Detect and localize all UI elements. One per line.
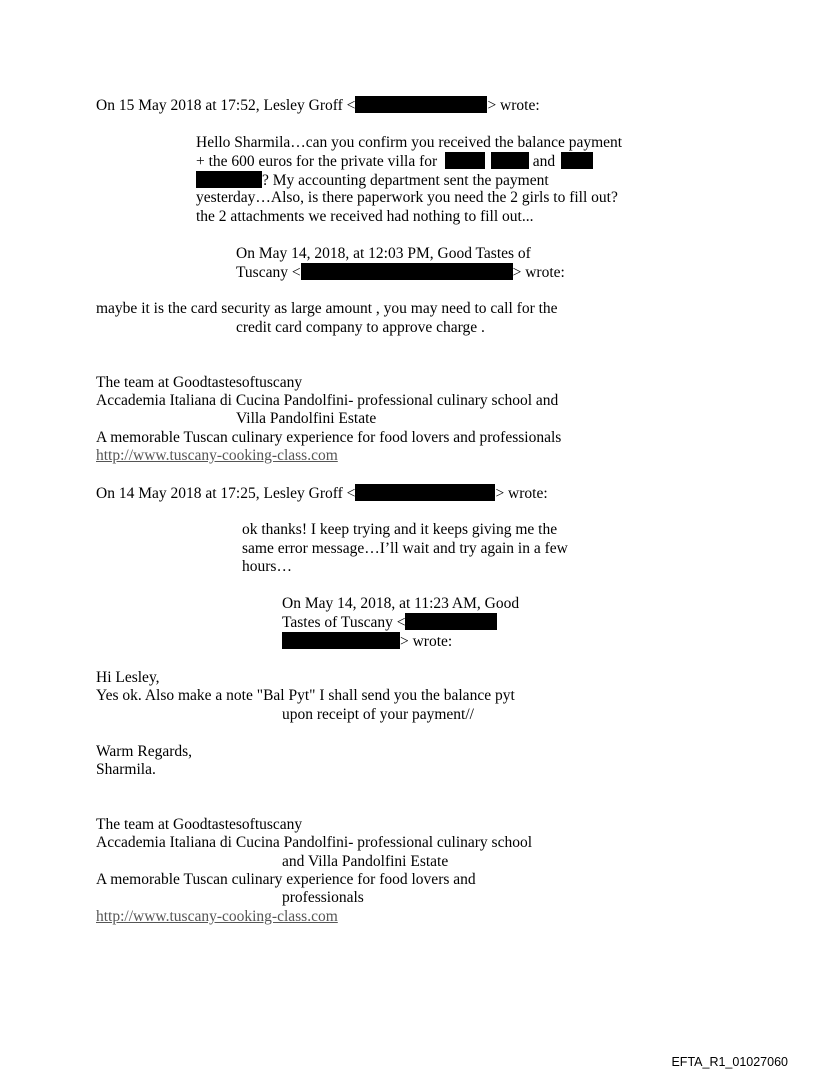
email-header-4-line-3 — [282, 632, 452, 652]
redaction-box — [561, 152, 593, 169]
redaction-box — [491, 152, 529, 169]
redaction-box — [282, 632, 400, 649]
header-3-suffix: > wrote: — [495, 485, 548, 502]
sig2-line-1: Accademia Italiana di Cucina Pandolfini- professional culinary school — [96, 834, 533, 851]
sig2-line-4: professionals — [282, 889, 364, 906]
document-id: EFTA_R1_01027060 — [671, 1055, 788, 1069]
email-header-2-line-1: On May 14, 2018, at 12:03 PM, Good Tastes of — [236, 245, 531, 262]
header-1-prefix: On 15 May 2018 at 17:52, Lesley Groff < — [96, 97, 356, 114]
email-header-2-line-2 — [236, 263, 565, 283]
email-header-4-line-1: On May 14, 2018, at 11:23 AM, Good — [282, 595, 520, 612]
sig1-line-1: Accademia Italiana di Cucina Pandolfini- professional culinary school and — [96, 392, 559, 409]
msg4-line-3: upon receipt of your payment// — [282, 706, 474, 723]
msg2-line-1: maybe it is the card security as large amount , you may need to call for the — [96, 300, 558, 317]
msg1-line-2-text: + the 600 euros for the private villa for — [196, 153, 438, 170]
redaction-box — [405, 613, 497, 630]
msg3-line-1: ok thanks! I keep trying and it keeps giving me the — [242, 521, 558, 538]
msg1-line-2 — [196, 152, 593, 172]
msg4-signature-name: Sharmila. — [96, 761, 156, 778]
header-4-prefix: Tastes of Tuscany < — [282, 614, 406, 631]
sig2-line-3: A memorable Tuscan culinary experience for food lovers and — [96, 871, 476, 888]
sig2-line-2: and Villa Pandolfini Estate — [282, 853, 449, 870]
sig1-website-link[interactable]: http://www.tuscany-cooking-class.com — [96, 447, 338, 464]
email-header-3 — [96, 484, 548, 504]
msg1-line-3-text: ? My accounting department sent the payment — [262, 172, 549, 189]
msg4-greeting: Hi Lesley, — [96, 669, 160, 686]
redaction-box — [445, 152, 485, 169]
email-header-1 — [96, 96, 540, 116]
msg1-line-1: Hello Sharmila…can you confirm you received the balance payment — [196, 134, 623, 151]
msg4-line-2: Yes ok. Also make a note "Bal Pyt" I shall send you the balance pyt — [96, 687, 515, 704]
sig2-team: The team at Goodtastesoftuscany — [96, 816, 303, 833]
email-header-4-line-2 — [282, 613, 497, 633]
msg1-line-2-and: and — [532, 153, 556, 170]
msg3-line-2: same error message…I’ll wait and try again in a few — [242, 540, 568, 557]
header-4-suffix: > wrote: — [400, 633, 453, 650]
redaction-box — [355, 96, 487, 113]
msg3-line-3: hours… — [242, 558, 292, 575]
msg1-line-3 — [196, 171, 549, 191]
sig2-website-link[interactable]: http://www.tuscany-cooking-class.com — [96, 908, 338, 925]
msg1-line-5: the 2 attachments we received had nothing to fill out... — [196, 208, 534, 225]
sig1-line-2: Villa Pandolfini Estate — [236, 410, 377, 427]
header-2-prefix: Tuscany < — [236, 264, 301, 281]
header-1-suffix: > wrote: — [487, 97, 540, 114]
msg1-line-4: yesterday…Also, is there paperwork you need the 2 girls to fill out? — [196, 189, 618, 206]
redaction-box — [196, 171, 262, 188]
sig1-line-3: A memorable Tuscan culinary experience for food lovers and professionals — [96, 429, 562, 446]
header-3-prefix: On 14 May 2018 at 17:25, Lesley Groff < — [96, 485, 356, 502]
header-2-suffix: > wrote: — [512, 264, 565, 281]
redaction-box — [301, 263, 513, 280]
sig1-team: The team at Goodtastesoftuscany — [96, 374, 303, 391]
redaction-box — [355, 484, 495, 501]
msg4-regards: Warm Regards, — [96, 743, 193, 760]
msg2-line-2: credit card company to approve charge . — [236, 319, 485, 336]
